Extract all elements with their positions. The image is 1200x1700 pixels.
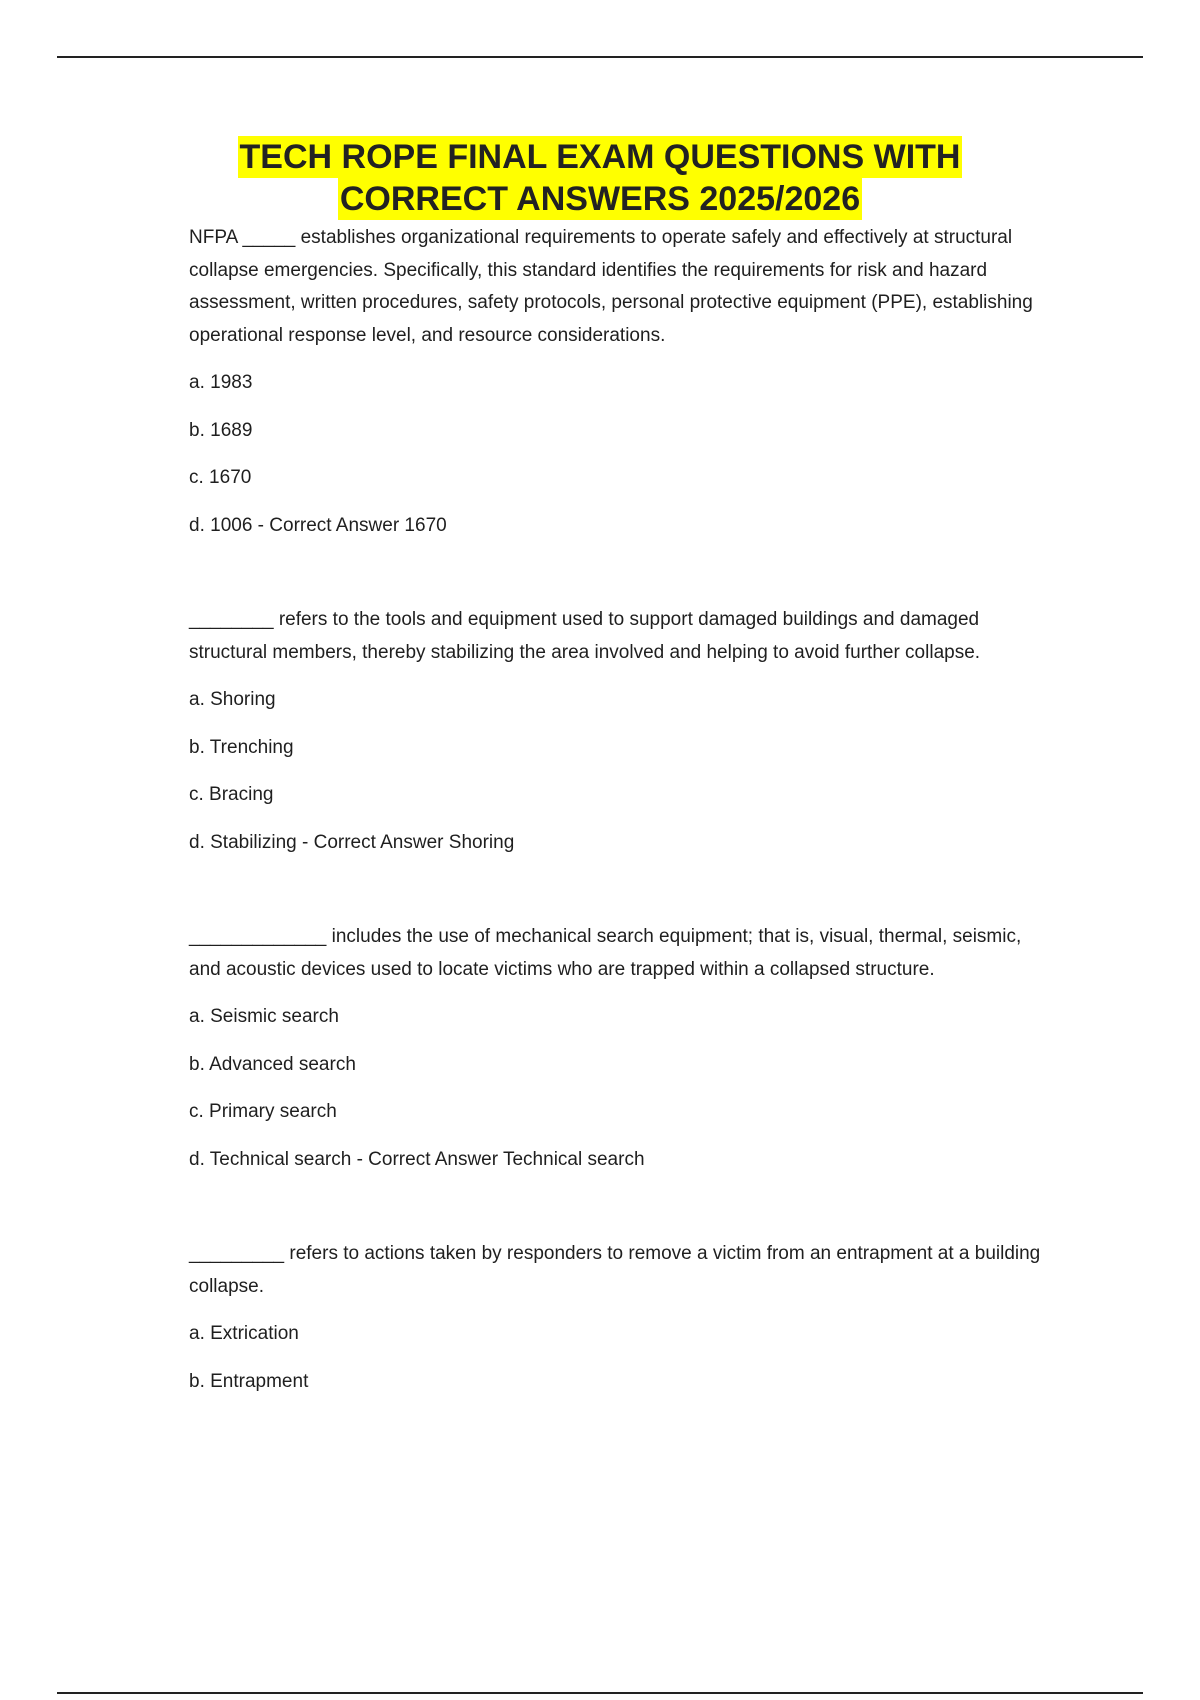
answer-option-with-correct-answer: d. 1006 - Correct Answer 1670 [189, 514, 447, 536]
answer-option-with-correct-answer: d. Technical search - Correct Answer Technical search [189, 1148, 645, 1170]
answer-option: b. 1689 [189, 419, 253, 441]
answer-option: b. Entrapment [189, 1370, 309, 1392]
page-bottom-rule [57, 1692, 1143, 1694]
title-line-1: TECH ROPE FINAL EXAM QUESTIONS WITH [239, 138, 961, 176]
answer-option: b. Advanced search [189, 1053, 356, 1075]
question-2 [189, 604, 1049, 859]
answer-option: c. 1670 [189, 467, 252, 488]
document-title [0, 136, 1200, 220]
answer-option: b. Trenching [189, 736, 294, 758]
question-list [189, 222, 1049, 1398]
question-1 [189, 222, 1049, 542]
answer-option: a. Shoring [189, 689, 276, 710]
answer-option: a. Extrication [189, 1323, 299, 1344]
answer-option: c. Bracing [189, 784, 274, 805]
question-text: NFPA _____ establishes organizational requirements to operate safely and effectively at structural collapse emergencies. Specifically, this standard identifies the requirements for risk and hazard assessment, written procedures, safety protocols, personal protective equipment (PPE), establishing operational response level, and resource considerations. [189, 227, 1033, 346]
question-text: ________ refers to the tools and equipment used to support damaged buildings and damaged structural members, thereby stabilizing the area involved and helping to avoid further collapse. [189, 609, 981, 663]
question-text: _________ refers to actions taken by responders to remove a victim from an entrapment at a building collapse. [189, 1243, 1041, 1297]
answer-option-with-correct-answer: d. Stabilizing - Correct Answer Shoring [189, 831, 515, 853]
page-top-rule [57, 56, 1143, 58]
answer-option: a. Seismic search [189, 1006, 339, 1027]
answer-option: a. 1983 [189, 372, 253, 393]
question-text: _____________ includes the use of mechanical search equipment; that is, visual, thermal, seismic, and acoustic devices used to locate victims who are trapped within a collapsed structure. [189, 926, 1022, 980]
title-line-2: CORRECT ANSWERS 2025/2026 [339, 180, 861, 218]
answer-option: c. Primary search [189, 1101, 337, 1122]
question-4 [189, 1238, 1049, 1398]
question-3 [189, 921, 1049, 1176]
